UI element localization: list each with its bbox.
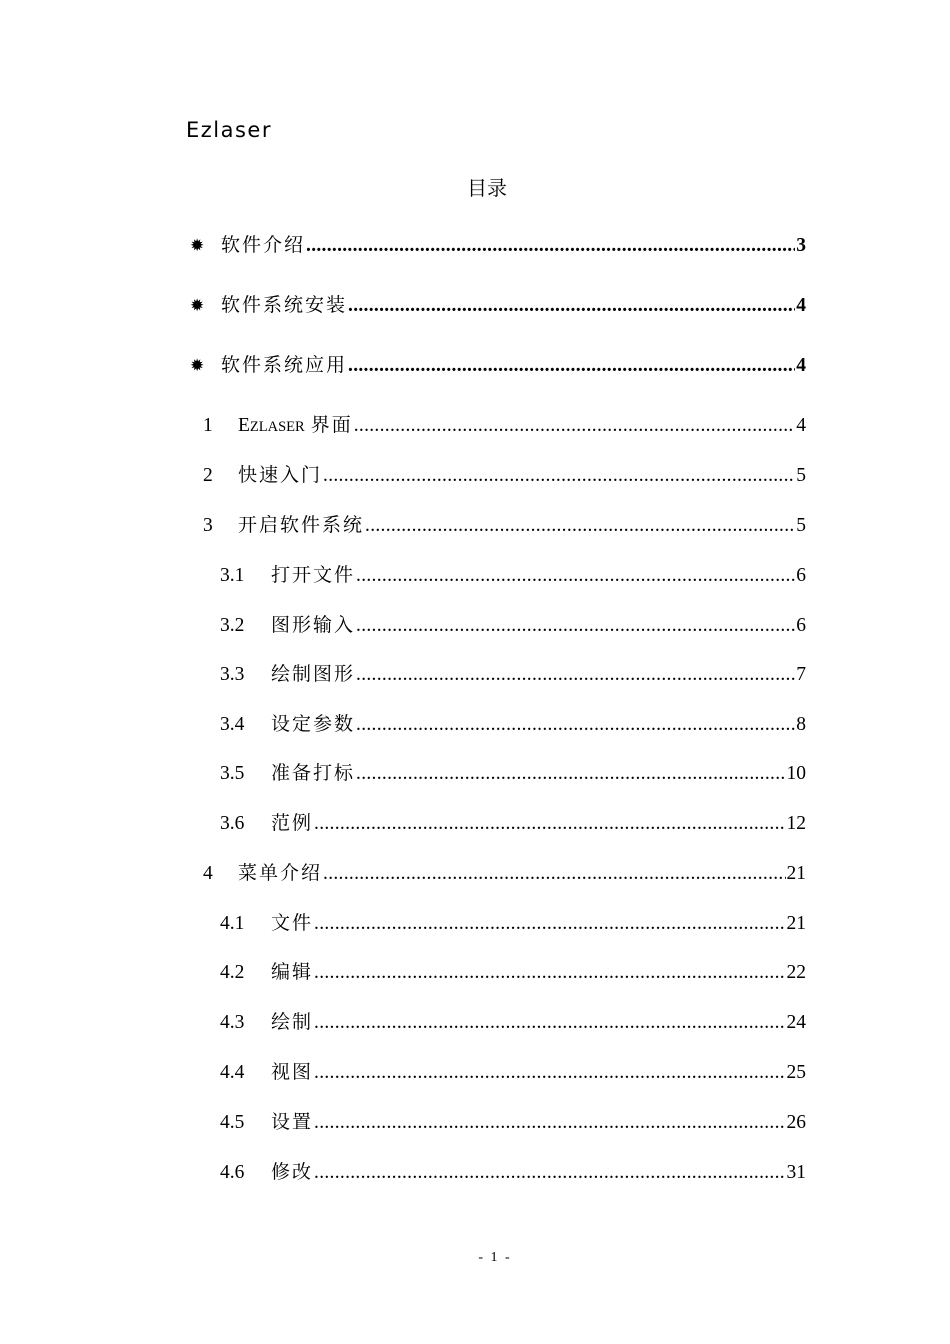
toc-entry-page: 5 <box>796 465 806 486</box>
toc-entry-page: 6 <box>796 565 806 586</box>
eight-point-star-icon: ✹ <box>190 356 205 376</box>
toc-leader-dots <box>314 1062 785 1084</box>
toc-entry-number: 3.3 <box>220 664 245 685</box>
toc-entry-number: 3.5 <box>220 763 245 784</box>
toc-entry[interactable] <box>220 758 806 785</box>
toc-entry-label: 软件系统应用 <box>221 354 348 376</box>
toc-entry-label: 软件介绍 <box>221 234 306 256</box>
toc-entry-page: 26 <box>786 1112 806 1133</box>
toc-entry[interactable] <box>203 510 806 537</box>
toc-entry[interactable] <box>220 957 806 984</box>
toc-entry-label: 设置 <box>271 1111 314 1133</box>
toc-entry-page: 10 <box>786 763 806 784</box>
toc-entry-number: 4 <box>203 863 213 884</box>
toc-entry-number: 4.6 <box>220 1162 245 1183</box>
toc-leader-dots <box>306 235 795 257</box>
toc-leader-dots <box>314 813 785 835</box>
toc-leader-dots <box>314 1112 785 1134</box>
toc-entry-number: 1 <box>203 415 213 436</box>
toc-entry[interactable] <box>220 659 806 686</box>
toc-entry-page: 21 <box>786 863 806 884</box>
toc-entry-label: 开启软件系统 <box>238 514 365 536</box>
toc-leader-dots <box>365 515 795 537</box>
toc-entry-page: 8 <box>796 714 806 735</box>
toc-leader-dots <box>314 1162 785 1184</box>
toc-entry-page: 31 <box>786 1162 806 1183</box>
toc-entry[interactable] <box>190 230 806 257</box>
toc-entry-label: 范例 <box>271 812 314 834</box>
toc-entry-number: 3.2 <box>220 615 245 636</box>
toc-entry-label: 设定参数 <box>271 713 356 735</box>
toc-entry-label: 视图 <box>271 1061 314 1083</box>
toc-entry-page: 7 <box>796 664 806 685</box>
toc-entry-number: 3.1 <box>220 565 245 586</box>
toc-title: 目录 <box>467 176 507 200</box>
toc-entry[interactable] <box>190 350 806 377</box>
toc-leader-dots <box>348 295 795 317</box>
toc-leader-dots <box>356 664 795 686</box>
toc-entry[interactable] <box>220 1057 806 1084</box>
toc-entry-label <box>238 410 353 437</box>
eight-point-star-icon: ✹ <box>190 236 205 256</box>
toc-entry-page: 3 <box>796 235 806 256</box>
toc-entry-label: 文件 <box>271 912 314 934</box>
toc-entry-page: 4 <box>796 295 806 316</box>
eight-point-star-icon: ✹ <box>190 296 205 316</box>
toc-entry-number: 4.2 <box>220 962 245 983</box>
toc-leader-dots <box>323 863 785 885</box>
toc-entry-label: 编辑 <box>271 961 314 983</box>
toc-entry-label: 快速入门 <box>238 464 323 486</box>
toc-entry-number: 2 <box>203 465 213 486</box>
toc-entry-label: 修改 <box>271 1161 314 1183</box>
toc-entry-label: 准备打标 <box>271 762 356 784</box>
toc-entry[interactable] <box>220 560 806 587</box>
toc-entry[interactable] <box>220 610 806 637</box>
toc-entry-page: 12 <box>786 813 806 834</box>
toc-entry-page: 22 <box>786 962 806 983</box>
toc-entry-label: 图形输入 <box>271 614 356 636</box>
toc-entry-number: 3.4 <box>220 714 245 735</box>
toc-leader-dots <box>354 415 796 437</box>
toc-entry[interactable] <box>190 290 806 317</box>
toc-entry-page: 21 <box>786 913 806 934</box>
toc-entry-page: 24 <box>786 1012 806 1033</box>
document-header-title: Ezlaser <box>186 118 272 142</box>
toc-entry-page: 4 <box>796 355 806 376</box>
toc-entry-number: 4.4 <box>220 1062 245 1083</box>
toc-entry[interactable] <box>220 1007 806 1034</box>
toc-entry-page: 25 <box>786 1062 806 1083</box>
toc-leader-dots <box>314 962 785 984</box>
toc-entry-page: 6 <box>796 615 806 636</box>
toc-leader-dots <box>356 763 785 785</box>
toc-entry-number: 3 <box>203 515 213 536</box>
toc-entry-page: 4 <box>796 415 806 436</box>
toc-leader-dots <box>323 465 795 487</box>
toc-entry[interactable] <box>220 709 806 736</box>
toc-entry-number: 4.5 <box>220 1112 245 1133</box>
label-suffix: 界面 <box>310 414 353 436</box>
toc-entry-label: 绘制图形 <box>271 663 356 685</box>
toc-entry[interactable] <box>220 808 806 835</box>
label-smallcaps: ZLASER <box>249 419 305 435</box>
page-number-footer: - 1 - <box>478 1250 512 1265</box>
toc-entry-label: 菜单介绍 <box>238 862 323 884</box>
toc-entry-label: 打开文件 <box>271 564 356 586</box>
label-initial: E <box>238 415 250 436</box>
toc-entry-page: 5 <box>796 515 806 536</box>
toc-entry-number: 3.6 <box>220 813 245 834</box>
toc-entry-label: 软件系统安装 <box>221 294 348 316</box>
toc-entry[interactable] <box>203 858 806 885</box>
toc-entry-number: 4.1 <box>220 913 245 934</box>
toc-entry[interactable] <box>220 908 806 935</box>
toc-entry[interactable] <box>220 1107 806 1134</box>
toc-leader-dots <box>314 913 785 935</box>
toc-entry[interactable] <box>203 410 806 437</box>
toc-entry[interactable] <box>220 1157 806 1184</box>
toc-leader-dots <box>356 565 795 587</box>
toc-leader-dots <box>356 615 795 637</box>
toc-leader-dots <box>356 714 795 736</box>
toc-entry[interactable] <box>203 460 806 487</box>
toc-entry-number: 4.3 <box>220 1012 245 1033</box>
toc-leader-dots <box>314 1012 785 1034</box>
toc-entry-label: 绘制 <box>271 1011 314 1033</box>
toc-leader-dots <box>348 355 795 377</box>
